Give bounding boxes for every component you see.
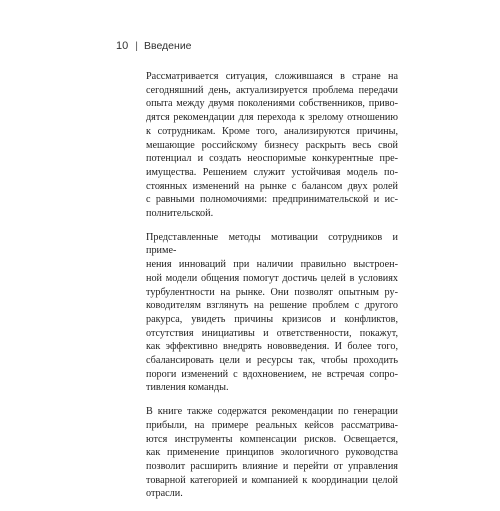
text-line: позволит расширить влияние и перейти от управления (146, 460, 398, 472)
text-line: имущества. Решением служит устойчивая модель по- (146, 166, 398, 178)
page-number: 10 (116, 40, 129, 52)
text-line: стоянных изменений на рынке с балансом двух ролей (146, 180, 398, 192)
text-line: отсутствия инициативы и ответственности, покажут, (146, 327, 398, 339)
text-line: пороги изменений с вдохновением, не встречая сопро- (146, 368, 398, 380)
text-line: сегодняшний день, актуализируется проблема передачи (146, 84, 398, 96)
text-line: сбалансировать цели и ресурсы так, чтобы проходить (146, 355, 398, 367)
text-line: как применение принципов экологичного руководства (146, 447, 398, 459)
paragraph-3 (146, 405, 398, 501)
text-line: турбулентности на рынке. Они позволят опытным ру- (146, 286, 398, 298)
text-line: Представленные методы мотивации сотрудников и приме- (146, 231, 398, 257)
text-line: отрасли. (146, 488, 183, 500)
text-line: ководителям взглянуть на решение проблем с другого (146, 300, 398, 312)
text-line: ются инструменты компенсации рисков. Освещается, (146, 433, 398, 445)
text-line: нения инноваций при наличии правильно выстроен- (146, 259, 398, 271)
text-line: опыта между двумя поколениями собственников, приво- (146, 98, 398, 110)
section-title: Введение (143, 40, 192, 52)
text-line: потенциал и создать неоспоримые конкурентные пре- (146, 153, 398, 165)
text-line: тивления команды. (146, 382, 229, 394)
text-line: прибыли, на примере реальных кейсов рассматрива- (146, 419, 398, 431)
text-line: как эффективно внедрять нововведения. И более того, (146, 341, 398, 353)
paragraph-2 (146, 231, 398, 395)
text-line: В книге также содержатся рекомендации по генерации (146, 406, 398, 418)
text-line: товарной категорией и компанией к координации целой (146, 474, 398, 486)
text-line: Рассматривается ситуация, сложившаяся в стране на (146, 71, 398, 82)
paragraph-1 (146, 70, 398, 221)
text-line: с равными полномочиями: предпринимательской и ис- (146, 194, 398, 206)
header-separator: | (135, 40, 138, 52)
text-line: дятся рекомендации для перехода к зрелому отношению (146, 112, 398, 124)
body-text (146, 70, 398, 511)
text-line: мешающие российскому бизнесу раскрыть весь свой (146, 139, 398, 151)
running-header (116, 40, 192, 52)
text-line: к сотрудникам. Кроме того, анализируются причины, (146, 125, 398, 137)
text-line: полнительской. (146, 208, 214, 220)
text-line: ракурса, увидеть причины кризисов и конфликтов, (146, 313, 398, 325)
text-line: ной модели общения помогут достичь целей в условиях (146, 272, 398, 284)
